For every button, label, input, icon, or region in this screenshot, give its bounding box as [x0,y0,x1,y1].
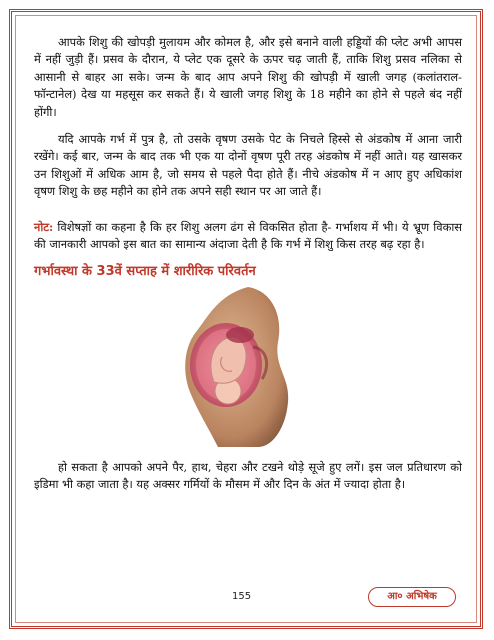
paragraph-testes: यदि आपके गर्भ में पुत्र है, तो उसके वृषण उसके पेट के निचले हिस्से से अंडकोष में आना जारी रखेंगे। कई बार, जन्म के बाद तक भी एक या दोनों वृषण पूरी तरह अंडकोष में नहीं आते। यह खासकर उन शिशुओं में अधिक आम है, जो समय से पहले पैदा होते हैं। नीचे अंडकोष में न आए हुए अधिकांश वृषण शिशु के छह महीने का होने तक अपने सही स्थान पर आ जाते हैं। [34,132,462,199]
note-label: नोट: [34,219,54,234]
section-heading: गर्भावस्था के 33वें सप्ताह में शारीरिक परिवर्तन [34,264,256,280]
note-paragraph [34,219,462,254]
pregnant-belly-illustration-icon [178,287,318,447]
paragraph-skull: आपके शिशु की खोपड़ी मुलायम और कोमल है, और इसे बनाने वाली हड्डियों की प्लेट अभी आपस में नहीं जुड़ी हैं। प्रसव के दौरान, ये प्लेट एक दूसरे के ऊपर चढ़ जाती हैं, ताकि शिशु प्रसव नलिका से आसानी से बाहर आ सके। जन्म के बाद आप अपने शिशु की खोपड़ी में खाली जगह (कलांतराल-फॉन्टानेल) देख या महसूस कर सकते हैं। ये खाली जगह शिशु के 18 महीने का होने से पहले बंद नहीं होंगी। [34,35,462,119]
page-content [34,34,462,504]
page-number: 155 [232,591,252,602]
author-badge: आ० अभिषेक [368,587,456,607]
note-text: विशेषज्ञों का कहना है कि हर शिशु अलग ढंग से विकसित होता है- गर्भाशय में भी। ये भ्रूण विकास की जानकारी आपको इस बात का सामान्य अंदाजा देती है कि गर्भ में शिशु किस तरह बढ़ रहा है। [34,219,462,252]
page-footer [0,587,494,611]
paragraph-edema: हो सकता है आपको अपने पैर, हाथ, चेहरा और टखने थोड़े सूजे हुए लगें। इस जल प्रतिधारण को इडिमा भी कहा जाता है। यह अक्सर गर्मियों के मौसम में और दिन के अंत में ज्यादा होता है। [34,459,462,492]
figure [34,287,462,447]
